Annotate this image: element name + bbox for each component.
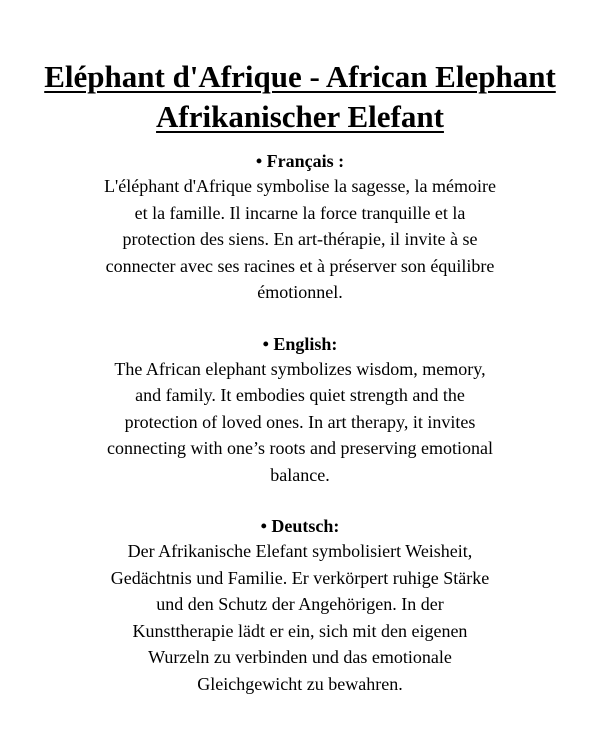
section-english <box>0 332 600 489</box>
text-line: L'éléphant d'Afrique symbolise la sagesse, la mémoire <box>104 176 496 196</box>
text-line: Der Afrikanische Elefant symbolisiert Weisheit, <box>127 541 473 561</box>
section-body-french <box>0 173 600 306</box>
text-line: connecter avec ses racines et à préserver son équilibre <box>105 255 495 276</box>
text-line: émotionnel. <box>257 282 343 302</box>
section-heading-french: • Français : <box>255 151 345 171</box>
text-line: Gedächtnis und Familie. Er verkörpert ruhige Stärke <box>110 567 490 588</box>
page-title-line-1: Eléphant d'Afrique - African Elephant <box>44 59 556 94</box>
section-heading-english: • English: <box>262 333 338 354</box>
text-line: und den Schutz der Angehörigen. In der <box>156 594 444 614</box>
section-body-german <box>0 538 600 697</box>
text-line: Gleichgewicht zu bewahren. <box>197 673 403 694</box>
text-line: and family. It embodies quiet strength and the <box>135 385 465 405</box>
text-line: protection des siens. En art-thérapie, il invite à se <box>122 229 478 249</box>
text-line: Wurzeln zu verbinden und das emotionale <box>148 647 452 667</box>
text-line: balance. <box>270 464 330 485</box>
text-line: The African elephant symbolizes wisdom, memory, <box>114 358 486 379</box>
section-heading-german: • Deutsch: <box>260 516 340 536</box>
text-line: et la famille. Il incarne la force tranquille et la <box>134 202 466 223</box>
section-body-english <box>0 356 600 489</box>
text-line: connecting with one’s roots and preserving emotional <box>107 438 493 458</box>
text-line: Kunsttherapie lädt er ein, sich mit den eigenen <box>132 620 468 641</box>
section-french <box>0 149 600 306</box>
page-title-line-2: Afrikanischer Elefant <box>156 99 444 134</box>
section-german <box>0 514 600 697</box>
text-line: protection of loved ones. In art therapy, it invites <box>124 411 476 432</box>
